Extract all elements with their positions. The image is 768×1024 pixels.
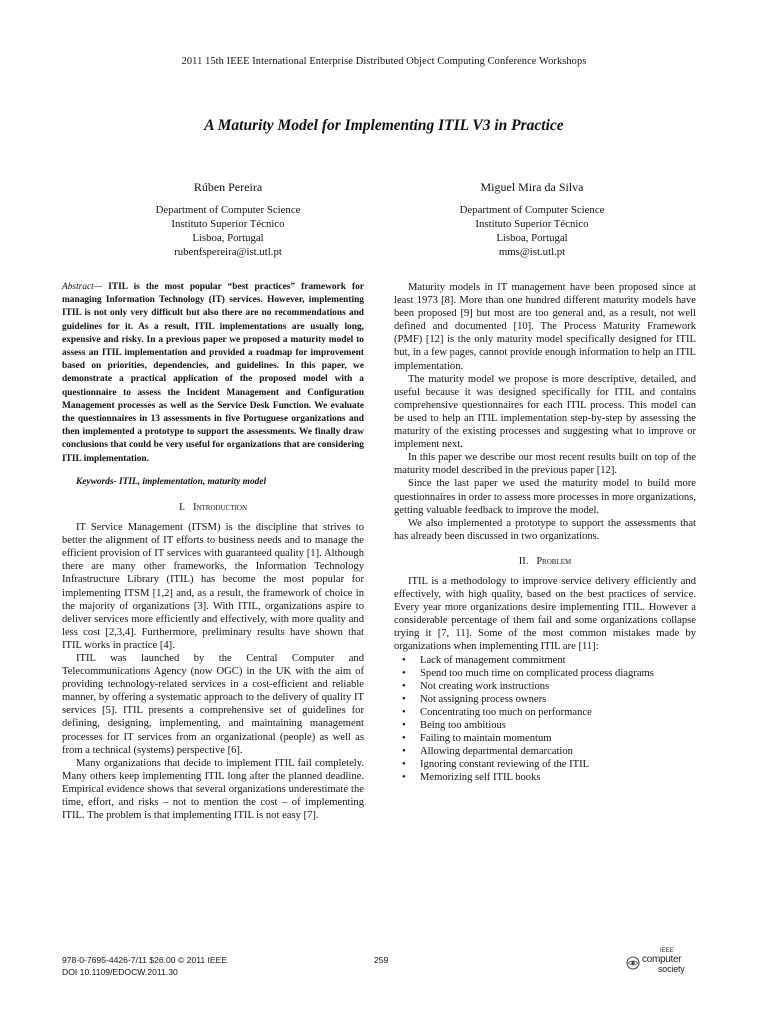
author-name: Miguel Mira da Silva <box>480 180 584 194</box>
ieee-computer-society-logo <box>626 948 706 976</box>
abstract <box>62 281 364 466</box>
bullet-icon: • <box>402 772 406 784</box>
bullet-icon: • <box>402 667 406 679</box>
list-item-text: Ignoring constant reviewing of the ITIL <box>420 759 590 771</box>
author-department: Department of Computer Science <box>155 204 301 216</box>
section-number: I. <box>178 501 186 513</box>
logo-text <box>626 948 706 976</box>
author-email[interactable]: mms@ist.utl.pt <box>498 246 566 258</box>
footer-copyright <box>62 955 227 978</box>
author-institution: Instituto Superior Técnico <box>475 218 589 230</box>
paragraph: The maturity model we propose is more descriptive, detailed, and useful because it was designed specifically for ITIL and contains comprehensive questionnaires for each ITIL process. This model can be used to help an ITIL implementation step-by-step by assessing the maturity of the existing processes and suggesting what to improve or implement next. <box>394 373 696 451</box>
right-column <box>394 281 696 784</box>
list-item <box>394 771 696 784</box>
paragraph: Many organizations that decide to implement ITIL fail completely. Many others keep implementing ITIL long after the planned deadline. Empirical evidence shows that several organizations underestimate the time, effort, and risks – not to mention the cost – of implementing ITIL. The problem is that implementing ITIL is not easy [7]. <box>62 757 364 822</box>
paragraph: We also implemented a prototype to support the assessments that has already been discussed in two organizations. <box>394 517 696 542</box>
conference-header: 2011 15th IEEE International Enterprise Distributed Object Computing Conference Workshops <box>181 56 587 67</box>
bullet-icon: • <box>402 654 406 666</box>
section-title: Problem <box>536 555 572 567</box>
abstract-text: ITIL is the most popular “best practices” framework for managing Information Technology (IT) services. However, implementing ITIL is not only very difficult but also there are no recommendations and guidelines for it. As a result, ITIL implementations are usually long, expensive and risky. In a previous paper we proposed a maturity model to assess an ITIL implementation and provided a roadmap for improvement based on priorities, dependencies, and guidelines. In this paper, we demonstrate a practical application of the proposed model with a questionnaire to assess the Incident Management and Configuration Management processes as well as the Service Desk Function. We evaluate the questionnaires in 13 assessments in five Portuguese organizations and then implemented a prototype to support the assessments. We finally draw conclusions that could be very useful for organizations that are considering ITIL implementation. <box>62 282 364 464</box>
list-item-text: Memorizing self ITIL books <box>420 772 541 784</box>
bullet-icon: • <box>402 746 406 758</box>
paragraph: Since the last paper we used the maturity model to build more questionnaires in order to assess more processes in more organizations, getting valuable feedback to improve the model. <box>394 478 696 516</box>
paragraph: ITIL was launched by the Central Computer and Telecommunications Agency (now OGC) in the UK with the aim of providing technology-related services in a cost-efficient and reliable manner, by offering a systematic approach to the delivery of quality IT services [5]. ITIL presents a comprehensive set of guidelines for defining, designing, implementing, and maintaining management processes for IT services from an organizational (people) as well as from a technical (systems) perspective [6]. <box>62 652 364 756</box>
author-name: Rúben Pereira <box>193 180 263 194</box>
author-location: Lisboa, Portugal <box>496 232 568 244</box>
paragraph: In this paper we describe our most recent results built on top of the maturity model described in the previous paper [12]. <box>394 452 696 477</box>
section-heading-problem <box>394 555 696 568</box>
page-number: 259 <box>374 955 389 965</box>
author-department: Department of Computer Science <box>459 204 605 216</box>
logo-line-3: society <box>658 964 685 974</box>
bullet-icon: • <box>402 693 406 705</box>
abstract-lead: Abstract— <box>62 282 103 292</box>
section-title: Introduction <box>193 501 248 513</box>
bullet-icon: • <box>402 706 406 718</box>
list-item-text: Allowing departmental demarcation <box>420 746 573 758</box>
list-item-text: Not assigning process owners <box>420 693 547 705</box>
logo-line-1: IEEE <box>660 948 674 954</box>
keywords: Keywords- ITIL, implementation, maturity model <box>76 476 267 487</box>
list-item <box>394 706 696 719</box>
list-item <box>394 758 696 771</box>
bullet-icon: • <box>402 680 406 692</box>
list-item-text: Being too ambitious <box>420 720 506 731</box>
author-location: Lisboa, Portugal <box>192 232 264 244</box>
author-email[interactable]: rubenfspereira@ist.utl.pt <box>174 246 282 258</box>
mistakes-list <box>394 654 696 785</box>
list-item <box>394 693 696 706</box>
list-item <box>394 667 696 680</box>
list-item-text: Lack of management commitment <box>420 654 566 666</box>
bullet-icon: • <box>402 759 406 771</box>
list-item <box>394 745 696 758</box>
section-number: II. <box>518 555 529 567</box>
doi-line: DOI 10.1109/EDOCW.2011.30 <box>62 966 178 977</box>
author-block-1 <box>98 180 358 259</box>
list-item <box>394 680 696 693</box>
list-item-text: Failing to maintain momentum <box>420 733 552 745</box>
left-column <box>62 281 364 822</box>
list-item <box>394 732 696 745</box>
list-item <box>394 654 696 667</box>
isbn-line: 978-0-7695-4426-7/11 $26.00 © 2011 IEEE <box>62 955 228 965</box>
bullet-icon: • <box>402 720 406 731</box>
paper-title: A Maturity Model for Implementing ITIL V3 in Practice <box>204 117 564 134</box>
paragraph: ITIL is a methodology to improve service delivery efficiently and effectively, with high quality, based on the best practices of service. Every year more organizations desire implementing ITIL. However a considerable percentage of them fail and some organizations collapse trying it [7, 11]. Some of the most common mistakes made by organizations when implementing ITIL are [11]: <box>394 575 696 653</box>
list-item <box>394 719 696 732</box>
list-item-text: Not creating work instructions <box>420 680 550 692</box>
logo-line-2: computer <box>642 954 682 965</box>
paragraph: IT Service Management (ITSM) is the discipline that strives to better the alignment of IT efforts to business needs and to manage the efficient provision of IT services with guaranteed quality [1]. Although there are many other frameworks, the Information Technology Infrastructure Library (ITIL) has become the most popular for implementing ITSM [1,2] and, as a result, the framework of choice in the majority of organizations [3]. With ITIL, organizations aspire to deliver services more efficiently and effectively, with more quality and less cost [2,3,4]. Furthermore, preliminary results have shown that ITIL works in practice [4]. <box>62 522 364 651</box>
bullet-icon: • <box>402 733 406 745</box>
list-item-text: Spend too much time on complicated process diagrams <box>420 667 654 679</box>
section-heading-introduction <box>62 501 364 514</box>
paragraph: Maturity models in IT management have been proposed since at least 1973 [8]. More than one hundred different maturity models have been proposed [9] but most are too general and, as a result, not well defined and documented [10]. The Process Maturity Framework (PMF) [12] is the only maturity model specifically designed for ITIL but, in a few pages, cannot provide enough information to help an ITIL implementation. <box>394 282 696 372</box>
author-institution: Instituto Superior Técnico <box>171 218 285 230</box>
author-block-2 <box>402 180 662 259</box>
list-item-text: Concentrating too much on performance <box>420 706 592 718</box>
